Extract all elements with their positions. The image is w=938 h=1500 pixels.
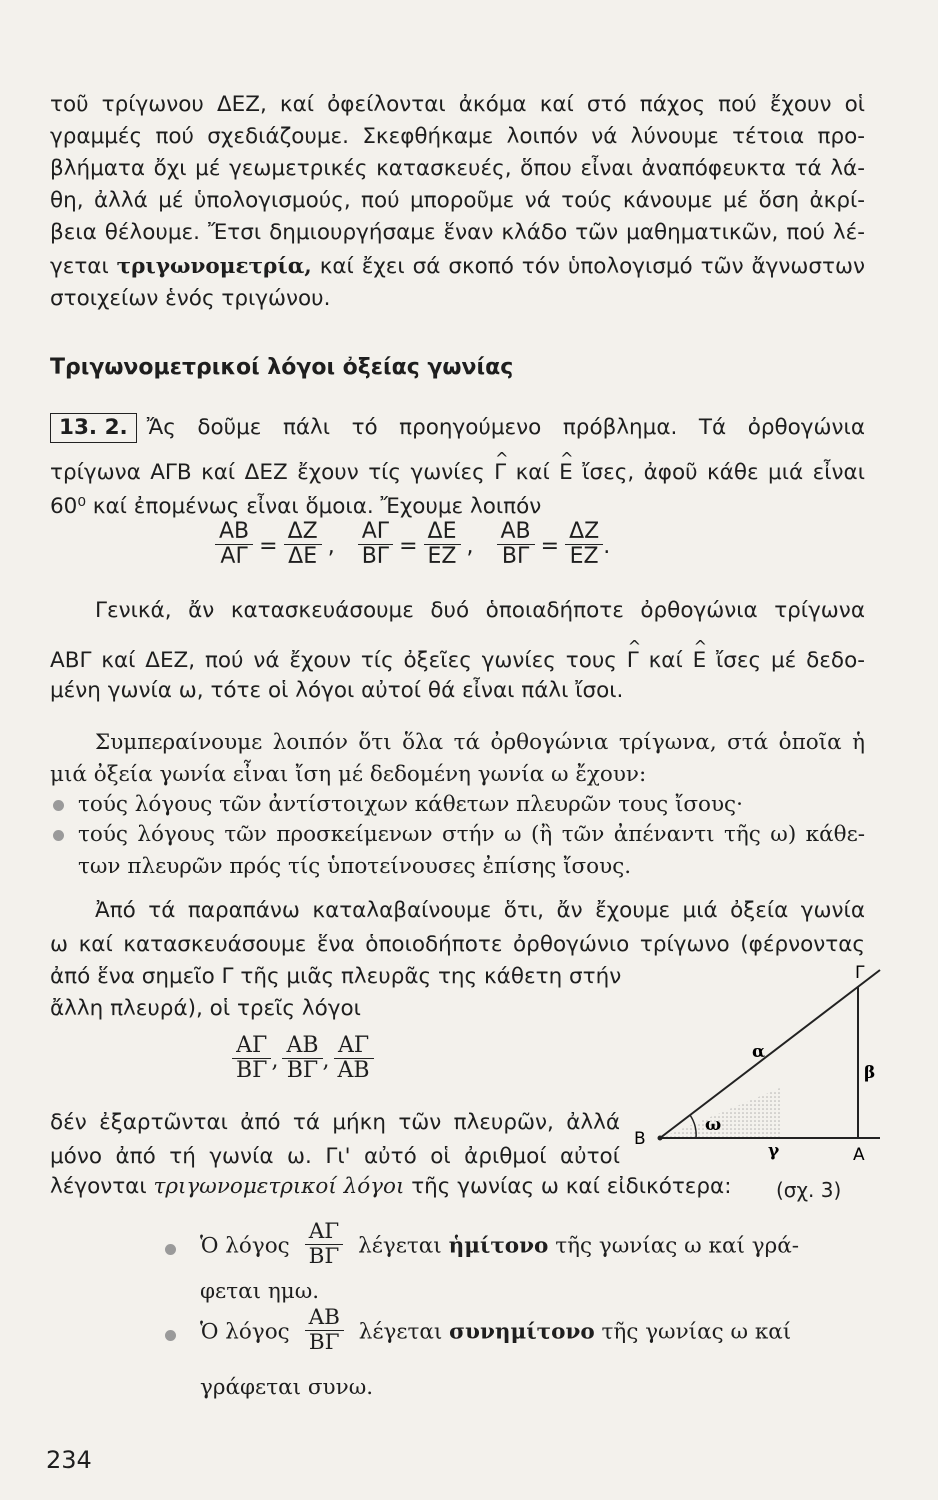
text-fragment: λέγονται bbox=[50, 1174, 154, 1199]
text-fragment: καί bbox=[638, 648, 693, 673]
p1-line-2 bbox=[50, 458, 865, 488]
text-fragment: Ὁ λόγος bbox=[200, 1319, 290, 1345]
fraction bbox=[282, 1034, 322, 1083]
fraction bbox=[215, 520, 253, 569]
bullet-1: τούς λόγους τῶν ἀντίστοιχων κάθετων πλευρῶν τους ἴσους· bbox=[78, 792, 743, 817]
p3-line-1: Συμπεραίνουμε λοιπόν ὅτι ὅλα τά ὀρθογώνια τρίγωνα, στά ὁποῖα ἡ bbox=[95, 730, 865, 755]
label-gamma: γ bbox=[768, 1141, 780, 1161]
denominator: ΑΓ bbox=[220, 544, 248, 569]
point-B bbox=[658, 1136, 663, 1141]
page-number: 234 bbox=[46, 1446, 92, 1474]
label-alpha: α bbox=[752, 1042, 766, 1062]
denominator: ΑΒ bbox=[337, 1058, 370, 1083]
angle-E: ^ Ε bbox=[559, 458, 573, 488]
label-G: Γ bbox=[855, 963, 865, 983]
p5-line-1: δέν ἐξαρτῶνται ἀπό τά μήκη τῶν πλευρῶν, ἀλλά bbox=[50, 1110, 620, 1135]
numerator: ΑΓ bbox=[358, 520, 393, 545]
intro-line-4: θη, ἀλλά μέ ὑπολογισμούς, πού μποροῦμε νά τούς κάνουμε μέ ὅση ἀκρί- bbox=[50, 188, 865, 213]
intro-line-2: γραμμές πού σχεδιάζουμε. Σκεφθήκαμε λοιπόν νά λύνουμε τέτοια προ- bbox=[50, 124, 865, 149]
intro-line-7: στοιχείων ἑνός τριγώνου. bbox=[50, 286, 331, 311]
fraction bbox=[284, 520, 322, 569]
fraction bbox=[334, 1034, 374, 1083]
p2-line-1: Γενικά, ἄν κατασκευάσουμε δυό ὁποιαδήποτε ὀρθογώνια τρίγωνα bbox=[95, 598, 865, 623]
bullet-icon bbox=[165, 1330, 176, 1341]
definition-cosine-line-2: γράφεται συνω. bbox=[200, 1375, 374, 1400]
section-number: 13. 2. bbox=[50, 413, 137, 443]
p4-line-4: ἄλλη πλευρά), οἱ τρεῖς λόγοι bbox=[50, 996, 361, 1021]
definition-cosine bbox=[200, 1305, 792, 1357]
text-fragment: καί ἔχει σά σκοπό τόν ὑπολογισμό τῶν ἄγνωστων bbox=[311, 254, 866, 279]
fraction bbox=[358, 520, 393, 569]
bullet-2-line-1: τούς λόγους τῶν προσκείμενων στήν ω (ἢ τῶν ἀπέναντι τῆς ω) κάθε- bbox=[78, 822, 865, 847]
denominator: ΔΕ bbox=[288, 544, 318, 569]
bullet-icon bbox=[53, 830, 64, 841]
p2-line-3: μένη γωνία ω, τότε οἱ λόγοι αὐτοί θά εἶναι πάλι ἴσοι. bbox=[50, 678, 624, 703]
denominator: ΒΓ bbox=[308, 1244, 340, 1269]
denominator: ΕΖ bbox=[427, 544, 457, 569]
bullet-2-line-2: των πλευρῶν πρός τίς ὑποτείνουσες ἐπίσης ἴσους. bbox=[78, 854, 632, 879]
three-ratios bbox=[232, 1033, 374, 1085]
equals-sign: = bbox=[259, 534, 278, 559]
text-fragment: λέγεται bbox=[358, 1319, 450, 1345]
p5-line-2: μόνο ἀπό τή γωνία ω. Γι' αὐτό οἱ ἀριθμοί αὐτοί bbox=[50, 1144, 620, 1169]
comma: , bbox=[466, 534, 474, 559]
intro-line-5: βεια θέλουμε. Ἔτσι δημιουργήσαμε ἕναν κλάδο τῶν μαθηματικῶν, πού λέ- bbox=[50, 220, 865, 245]
angle-G: ^ Γ bbox=[494, 458, 506, 488]
triangle-figure bbox=[630, 960, 890, 1170]
comma: , bbox=[327, 534, 335, 559]
label-beta: β bbox=[864, 1063, 876, 1083]
bullet-icon bbox=[53, 800, 64, 811]
text-fragment: ἴσες, ἀφοῦ κάθε μιά εἶναι bbox=[572, 460, 865, 485]
numerator: ΔΖ bbox=[284, 520, 322, 545]
fraction bbox=[305, 1306, 344, 1355]
label-A: Α bbox=[853, 1145, 865, 1165]
term-trig-ratios: τριγωνομετρικοί λόγοι bbox=[153, 1174, 405, 1199]
text-fragment: λέγεται bbox=[358, 1233, 449, 1259]
p3-line-2: μιά ὀξεία γωνία εἶναι ἴση μέ δεδομένη γωνία ω ἔχουν: bbox=[50, 762, 647, 787]
text-fragment: καί bbox=[506, 460, 560, 485]
text-fragment: τῆς γωνίας ω καί γρά- bbox=[548, 1233, 800, 1259]
text-fragment: ἴσες μέ δεδο- bbox=[706, 648, 865, 673]
fraction bbox=[497, 520, 535, 569]
numerator: ΑΒ bbox=[305, 1306, 344, 1331]
term-cosine: συνημίτονο bbox=[449, 1319, 595, 1345]
label-B: Β bbox=[634, 1129, 646, 1149]
p5-line-3 bbox=[50, 1172, 865, 1202]
intro-line-3: βλήματα ὄχι μέ γεωμετρικές κατασκευές, ὅπου εἶναι ἀναπόφευκτα τά λά- bbox=[50, 156, 865, 181]
comma: , bbox=[322, 1048, 330, 1073]
comma: , bbox=[271, 1048, 279, 1073]
denominator: ΒΓ bbox=[286, 1058, 319, 1083]
figure-caption: (σχ. 3) bbox=[776, 1178, 842, 1202]
p4-line-3: ἀπό ἕνα σημεῖο Γ τῆς μιᾶς πλευρᾶς της κάθετη στήν bbox=[50, 964, 622, 989]
numerator: ΑΒ bbox=[497, 520, 535, 545]
term-sine: ἡμίτονο bbox=[448, 1233, 549, 1259]
intro-line-1: τοῦ τρίγωνου ΔΕΖ, καί ὀφείλονται ἀκόμα καί στό πάχος πού ἔχουν οἱ bbox=[50, 92, 865, 117]
text-fragment: τρίγωνα ΑΓΒ καί ΔΕΖ ἔχουν τίς γωνίες bbox=[50, 460, 495, 485]
angle-G: ^ Γ bbox=[627, 646, 639, 676]
numerator: ΑΒ bbox=[282, 1034, 322, 1059]
denominator: ΕΖ bbox=[569, 544, 599, 569]
numerator: ΑΓ bbox=[334, 1034, 374, 1059]
numerator: ΔΕ bbox=[424, 520, 461, 545]
label-omega: ω bbox=[705, 1115, 722, 1135]
denominator: ΒΓ bbox=[501, 544, 530, 569]
numerator: ΑΒ bbox=[215, 520, 253, 545]
period: . bbox=[603, 534, 611, 559]
fraction bbox=[305, 1220, 344, 1269]
text-fragment: γεται bbox=[50, 254, 117, 279]
p2-line-2 bbox=[50, 646, 865, 676]
fraction bbox=[232, 1034, 271, 1083]
text-fragment: ΑΒΓ καί ΔΕΖ, πού νά ἔχουν τίς ὀξεῖες γωνίες τους bbox=[50, 648, 627, 673]
bullet-icon bbox=[165, 1244, 176, 1255]
fraction bbox=[424, 520, 461, 569]
p4-line-1: Ἀπό τά παραπάνω καταλαβαίνουμε ὅτι, ἄν ἔχουμε μιά ὀξεία γωνία bbox=[95, 898, 865, 923]
text-fragment: Ἄς δοῦμε πάλι τό προηγούμενο πρόβλημα. Τά ὀρθογώνια bbox=[146, 415, 865, 440]
ratio-equations bbox=[215, 519, 611, 571]
definition-sine-line-2: φεται ημω. bbox=[200, 1279, 320, 1304]
fraction bbox=[565, 520, 603, 569]
numerator: ΑΓ bbox=[305, 1220, 344, 1245]
p1-line-1 bbox=[50, 413, 865, 443]
text-fragment: τῆς γωνίας ω καί bbox=[594, 1319, 792, 1345]
angle-E: ^ Ε bbox=[693, 646, 707, 676]
equals-sign: = bbox=[399, 534, 418, 559]
numerator: ΔΖ bbox=[565, 520, 603, 545]
section-heading: Τριγωνομετρικοί λόγοι ὀξείας γωνίας bbox=[50, 355, 514, 380]
denominator: ΒΓ bbox=[361, 544, 390, 569]
definition-sine bbox=[200, 1219, 800, 1271]
term-trigonometry: τριγωνομετρία, bbox=[116, 254, 312, 279]
p4-line-2: ω καί κατασκευάσουμε ἕνα ὁποιοδήποτε ὀρθογώνιο τρίγωνο (φέρνοντας bbox=[50, 932, 865, 957]
numerator: ΑΓ bbox=[232, 1034, 271, 1059]
text-fragment: Ὁ λόγος bbox=[200, 1233, 290, 1259]
text-fragment: τῆς γωνίας ω καί εἰδικότερα: bbox=[404, 1174, 732, 1199]
denominator: ΒΓ bbox=[236, 1058, 268, 1083]
equals-sign: = bbox=[540, 534, 560, 559]
p1-line-3: 60⁰ καί ἐπομένως εἶναι ὅμοια. Ἔχουμε λοιπόν bbox=[50, 494, 542, 519]
denominator: ΒΓ bbox=[308, 1330, 340, 1355]
intro-line-6 bbox=[50, 252, 865, 282]
